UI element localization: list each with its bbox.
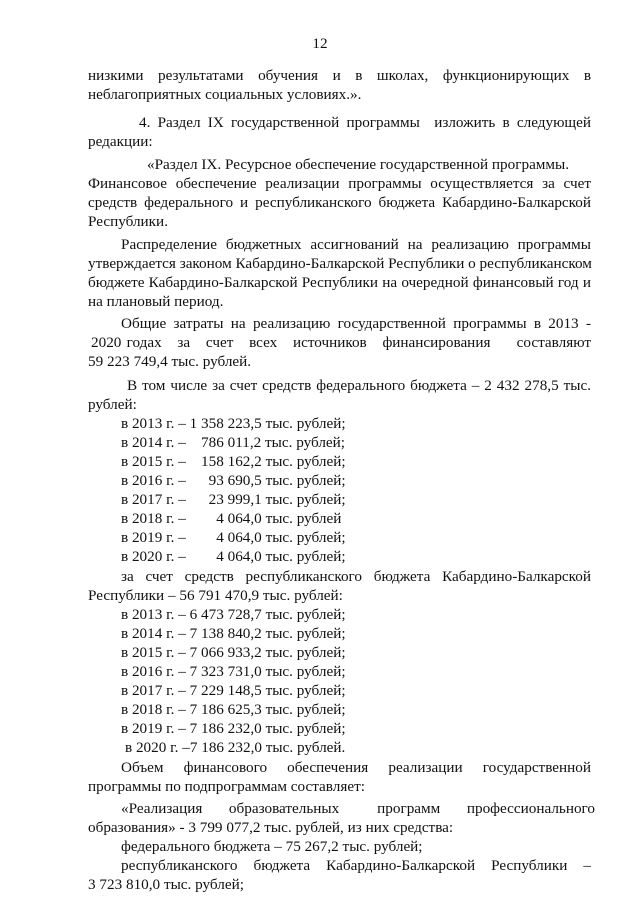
text-line: в 2014 г. – 7 138 840,2 тыс. рублей;	[121, 625, 346, 642]
text-line: Республики – 56 791 470,9 тыс. рублей:	[88, 587, 343, 604]
text-line: в 2019 г. – 4 064,0 тыс. рублей;	[121, 529, 346, 546]
text-line: 59 223 749,4 тыс. рублей.	[88, 353, 252, 370]
text-line: на плановый период.	[88, 293, 224, 310]
text-line: бюджете Кабардино-Балкарской Республики на очередной финансовый год и	[88, 274, 591, 291]
text-line: Общие затраты на реализацию государственной программы в 2013 -	[121, 315, 591, 332]
text-line: в 2017 г. – 7 229 148,5 тыс. рублей;	[121, 682, 346, 699]
text-line: в 2015 г. – 7 066 933,2 тыс. рублей;	[121, 644, 346, 661]
text-line: 2020 годах за счет всех источников финансирования составляют	[91, 334, 591, 351]
text-line: республиканского бюджета Кабардино-Балкарской Республики –	[121, 857, 591, 874]
text-line: 3 723 810,0 тыс. рублей;	[88, 876, 244, 893]
text-line: в 2018 г. – 7 186 625,3 тыс. рублей;	[121, 701, 346, 718]
text-line: в 2018 г. – 4 064,0 тыс. рублей	[121, 510, 342, 527]
text-line: В том числе за счет средств федерального бюджета – 2 432 278,5 тыс.	[127, 377, 591, 394]
text-line: 4. Раздел IX государственной программы изложить в следующей	[139, 114, 591, 131]
text-line: в 2020 г. – 4 064,0 тыс. рублей;	[121, 548, 346, 565]
text-line: редакции:	[88, 133, 153, 150]
text-line: в 2016 г. – 93 690,5 тыс. рублей;	[121, 472, 346, 489]
text-line: в 2019 г. – 7 186 232,0 тыс. рублей;	[121, 720, 346, 737]
text-line: Республики.	[88, 213, 168, 230]
text-line: Финансовое обеспечение реализации программы осуществляется за счет	[88, 175, 591, 192]
text-line: в 2013 г. – 1 358 223,5 тыс. рублей;	[121, 415, 346, 432]
text-line: федерального бюджета – 75 267,2 тыс. рублей;	[121, 838, 423, 855]
text-line: в 2020 г. –7 186 232,0 тыс. рублей.	[125, 739, 346, 756]
text-line: «Раздел IX. Ресурсное обеспечение государственной программы.	[147, 156, 570, 173]
text-line: «Реализация образовательных программ профессионального	[121, 800, 595, 817]
text-line: неблагоприятных социальных условиях.».	[88, 86, 362, 103]
text-line: средств федерального и республиканского бюджета Кабардино-Балкарской	[88, 194, 591, 211]
text-line: низкими результатами обучения и в школах, функционирующих в	[88, 67, 591, 84]
text-line: в 2017 г. – 23 999,1 тыс. рублей;	[121, 491, 346, 508]
text-line: в 2015 г. – 158 162,2 тыс. рублей;	[121, 453, 346, 470]
text-line: программы по подпрограммам составляет:	[88, 778, 365, 795]
page-number: 12	[312, 35, 328, 52]
text-line: Распределение бюджетных ассигнований на реализацию программы	[121, 236, 591, 253]
text-line: за счет средств республиканского бюджета Кабардино-Балкарской	[121, 568, 591, 585]
text-line: образования» - 3 799 077,2 тыс. рублей, из них средства:	[88, 819, 454, 836]
text-line: рублей:	[88, 396, 137, 413]
text-line: в 2016 г. – 7 323 731,0 тыс. рублей;	[121, 663, 346, 680]
text-line: в 2013 г. – 6 473 728,7 тыс. рублей;	[121, 606, 346, 623]
text-line: в 2014 г. – 786 011,2 тыс. рублей;	[121, 434, 345, 451]
text-line: утверждается законом Кабардино-Балкарской Республики о республиканском	[88, 255, 592, 272]
text-line: Объем финансового обеспечения реализации государственной	[121, 759, 591, 776]
